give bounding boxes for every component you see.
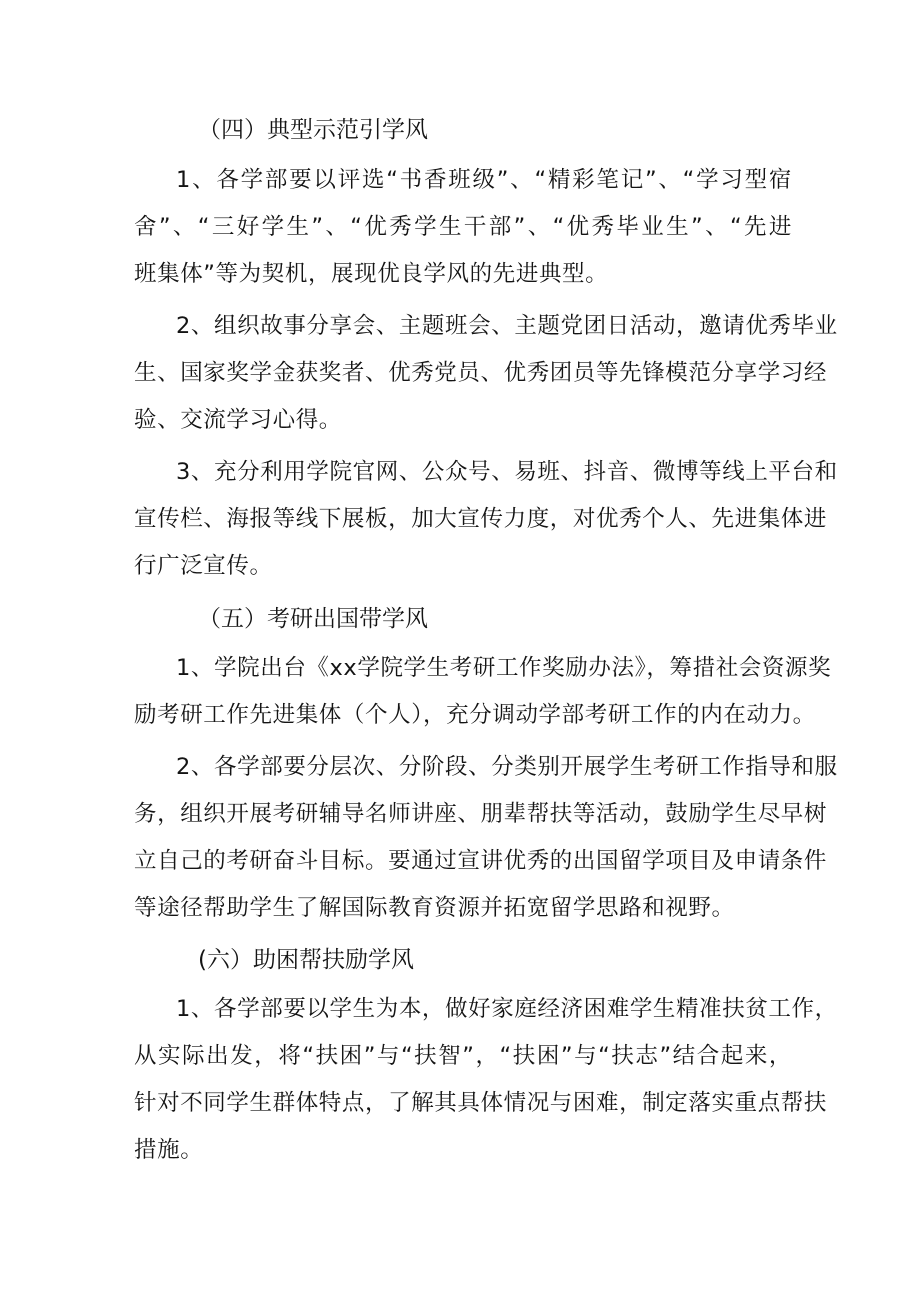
section-heading-6: (六）助困帮扶励学风 [198,947,414,973]
paragraph-line: 生、国家奖学金获奖者、优秀党员、优秀团员等先锋模范分享学习经 [134,360,828,386]
paragraph-line: 1、学院出台《xx学院学生考研工作奖励办法》，筹措社会资源奖 [176,655,832,681]
paragraph-line: 2、各学部要分层次、分阶段、分类别开展学生考研工作指导和服 [176,754,838,780]
paragraph-line: 针对不同学生群体特点，了解其具体情况与困难，制定落实重点帮扶 [134,1090,828,1116]
paragraph-line: 1、各学部要以学生为本，做好家庭经济困难学生精准扶贫工作， [176,996,838,1022]
section-heading-4: （四）典型示范引学风 [198,117,428,143]
section-heading-5: （五）考研出国带学风 [198,606,428,632]
paragraph-line: 班集体”等为契机，展现优良学风的先进典型。 [134,261,609,287]
paragraph-line: 措施。 [134,1137,204,1163]
paragraph-line: 宣传栏、海报等线下展板，加大宣传力度，对优秀个人、先进集体进 [134,506,828,532]
paragraph-line: 励考研工作先进集体（个人），充分调动学部考研工作的内在动力。 [134,702,816,728]
paragraph-line: 务，组织开展考研辅导名师讲座、朋辈帮扶等活动，鼓励学生尽早树 [134,801,828,827]
paragraph-line: 验、交流学习心得。 [134,407,342,433]
paragraph-line: 等途径帮助学生了解国际教育资源并拓宽留学思路和视野。 [134,895,735,921]
paragraph-line: 行广泛宣传。 [134,553,273,579]
paragraph-line: 立自己的考研奋斗目标。要通过宣讲优秀的出国留学项目及申请条件 [134,848,828,874]
paragraph-line: 从实际出发，将“扶困”与“扶智”，“扶困”与“扶志”结合起来， [134,1043,792,1069]
paragraph-line: 舍”、“三好学生”、“优秀学生干部”、“优秀毕业生”、“先进 [134,214,792,240]
paragraph-line: 3、充分利用学院官网、公众号、易班、抖音、微博等线上平台和 [176,459,838,485]
paragraph-line: 2、组织故事分享会、主题班会、主题党团日活动，邀请优秀毕业 [176,313,838,339]
paragraph-line: 1、各学部要以评选“书香班级”、“精彩笔记”、“学习型宿 [176,167,792,193]
